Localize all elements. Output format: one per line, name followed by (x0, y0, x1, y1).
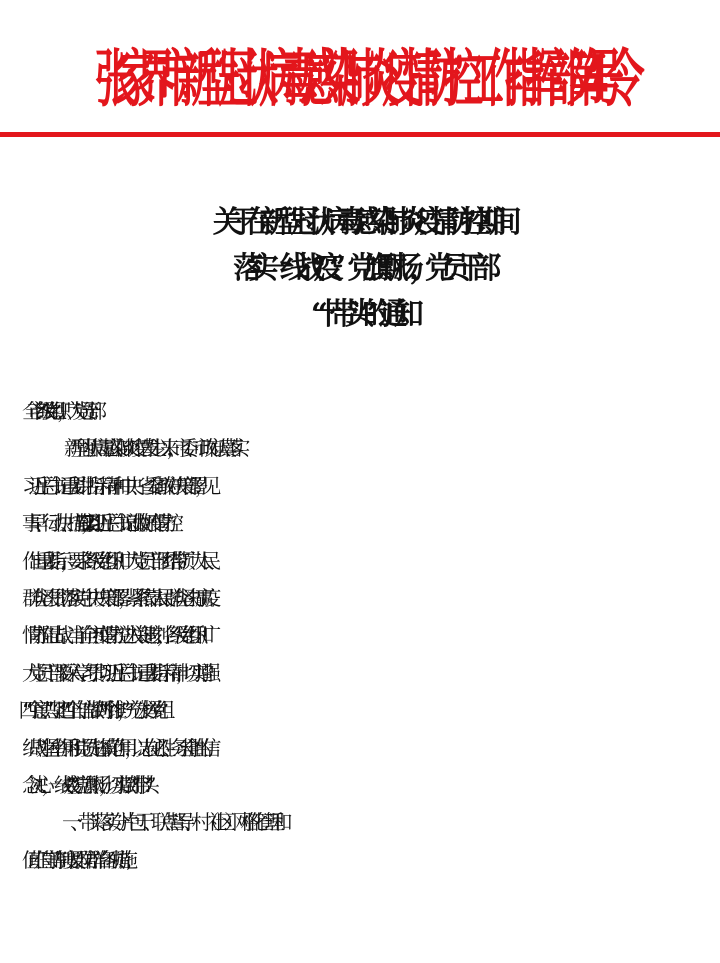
title-line-1: 关于在新型冠状病毒感染肺炎疫情防控期间 (212, 205, 508, 240)
body-line-1: 新型冠状病毒感染肺炎疫情发生以来，市委、市政府认真落实 (64, 436, 237, 461)
title-line-3: “十带头”的通知 (310, 297, 410, 332)
body-line-6: 情防控阻击战。当前全市疫情防控进入关键时刻，各级党组织和广 (22, 623, 208, 648)
body-line-3: 事早、行动快、措施实。1 月 27 日，习近平总书记就做好疫情防控 (22, 511, 171, 536)
body-line-8: “四个意识”、坚定“四个自信”、做到“两个维护”，充分发挥党组 (22, 698, 162, 723)
body-line-5: 群众坚决贯彻落实党中央决策部署，紧紧依靠人民群众坚决打赢疫 (22, 586, 208, 611)
body-line-2: 习近平总书记重要讲话指示精神和中央、省委省政府决策部署，见 (22, 473, 208, 498)
body-line-7: 大党员干部要深入学习贯彻习近平总书记重要指示精神，切实增强 (22, 660, 208, 685)
body-line-10: 念决心，一线战“疫”、党旗飘扬，切实做到“十带头”： (22, 773, 150, 798)
body-line-11: 一、带头落实分片包干、联点督导、村（社区）网格化管理和 (62, 810, 281, 835)
header-red-rule (0, 132, 720, 137)
salutation: 全市各级党组织，广大党员干部： (22, 399, 97, 423)
header-org-title: 张家界市新型冠状病毒感染肺炎疫情防控工作指挥部第 4 号令 (94, 44, 626, 116)
body-line-12: 值班值守等制度及群防群治各项措施； (22, 847, 131, 872)
document-body (22, 393, 712, 879)
body-line-9: 织战斗堡垒作用和党员先锋模范作用，以志在必胜、务求全胜的信 (22, 735, 208, 760)
body-line-4: 作出重要指示，要求各级党组织和广大党员干部团结带领广大人民 (22, 548, 208, 573)
title-line-2: 落实一线战“疫”、党旗飘扬，党员干部 (233, 251, 487, 286)
document-title (0, 200, 720, 338)
